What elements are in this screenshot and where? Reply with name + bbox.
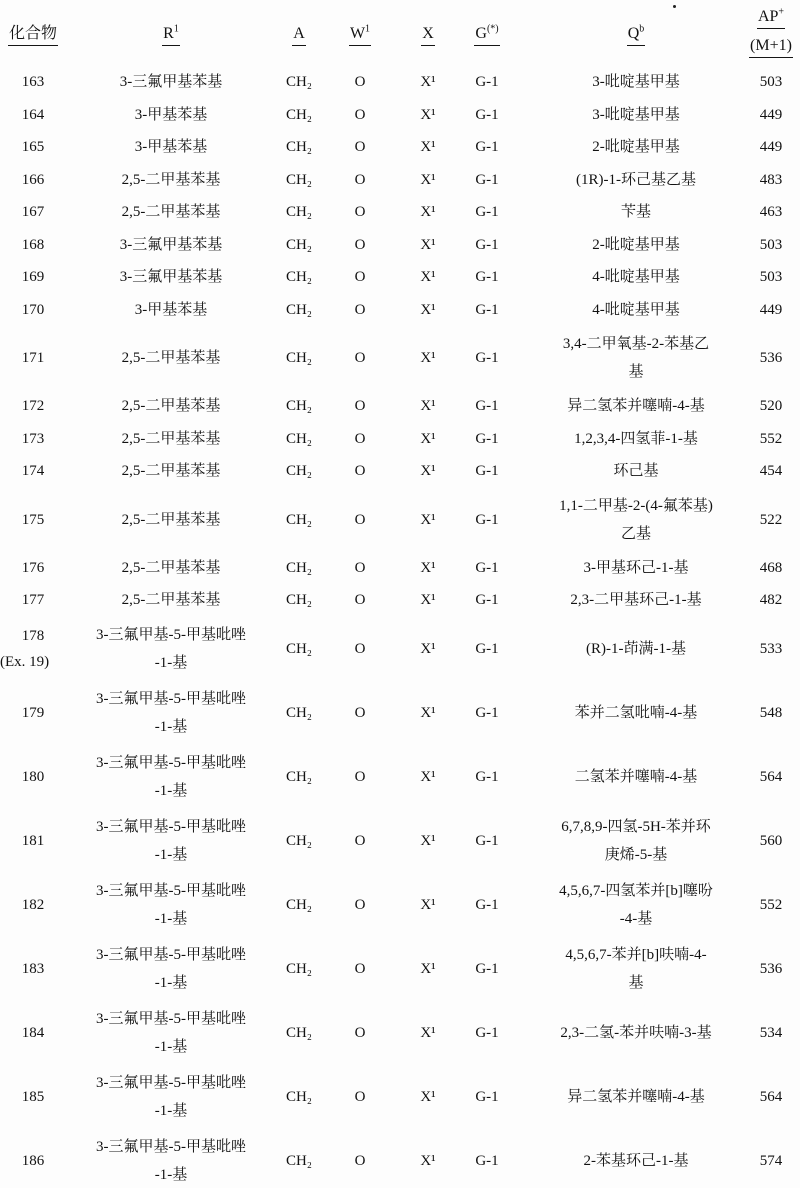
cell-g: G-1 (475, 1024, 499, 1041)
cell-r1: 2,5-二甲基苯基 (121, 204, 221, 221)
header-q-label: Q (627, 24, 640, 42)
cell-a: CH₂ (285, 301, 313, 318)
cell-g: G-1 (475, 768, 499, 785)
cell-x: X¹ (420, 350, 436, 366)
cell-x: X¹ (420, 592, 436, 609)
header-compound (0, 4, 66, 66)
cell-w1: O (354, 398, 366, 415)
cell-compound: 176 (21, 559, 45, 576)
cell-r1: 3-三氟甲基-5-甲基吡唑 -1-基 (96, 1074, 246, 1119)
cell-w1: O (354, 106, 366, 123)
cell-g: G-1 (475, 559, 499, 576)
table-row (0, 617, 800, 681)
cell-g: G-1 (475, 896, 499, 913)
header-w1 (322, 4, 398, 66)
cell-ap: 536 (759, 350, 783, 366)
cell-ap: 503 (759, 74, 783, 91)
cell-a: CH₂ (285, 74, 313, 91)
cell-q: 4-吡啶基甲基 (592, 269, 680, 286)
cell-g: G-1 (475, 592, 499, 609)
cell-w1: O (354, 301, 366, 318)
cell-r1: 3-三氟甲基-5-甲基吡唑 -1-基 (96, 754, 246, 799)
cell-a: CH₂ (285, 832, 313, 849)
cell-r1: 2,5-二甲基苯基 (121, 430, 221, 447)
cell-r1: 3-三氟甲基-5-甲基吡唑 -1-基 (96, 1138, 246, 1183)
header-g (458, 4, 516, 66)
cell-w1: O (354, 236, 366, 253)
cell-g: G-1 (475, 640, 499, 657)
cell-ap: 564 (759, 1088, 783, 1105)
cell-compound: 173 (21, 430, 45, 447)
cell-x: X¹ (420, 704, 436, 721)
header-x-label: X (422, 24, 434, 42)
cell-x: X¹ (420, 430, 436, 447)
cell-ap: 483 (759, 171, 783, 188)
compound-note: (Ex. 19) (0, 653, 50, 670)
table-header-row (0, 4, 800, 66)
cell-ap: 449 (759, 301, 783, 318)
cell-r1: 3-甲基苯基 (134, 301, 208, 318)
cell-compound: 174 (21, 463, 45, 480)
cell-w1: O (354, 171, 366, 188)
cell-compound: 183 (21, 960, 45, 977)
table-row (0, 873, 800, 937)
cell-ap: 522 (759, 511, 783, 528)
cell-x: X¹ (420, 960, 436, 977)
cell-g: G-1 (475, 960, 499, 977)
table-row (0, 681, 800, 745)
cell-x: X¹ (420, 463, 436, 480)
cell-w1: O (354, 896, 366, 913)
cell-g: G-1 (475, 171, 499, 188)
cell-r1: 3-甲基苯基 (134, 106, 208, 123)
cell-compound: 177 (21, 592, 45, 609)
cell-compound: 184 (21, 1024, 45, 1041)
cell-r1: 3-三氟甲基-5-甲基吡唑 -1-基 (96, 818, 246, 863)
cell-w1: O (354, 511, 366, 528)
cell-g: G-1 (475, 139, 499, 156)
cell-a: CH₂ (285, 704, 313, 721)
cell-g: G-1 (475, 1088, 499, 1105)
cell-x: X¹ (420, 1024, 436, 1041)
cell-x: X¹ (420, 768, 436, 785)
cell-ap: 552 (759, 430, 783, 447)
cell-a: CH₂ (285, 592, 313, 609)
cell-w1: O (354, 1088, 366, 1105)
cell-x: X¹ (420, 236, 436, 253)
cell-ap: 468 (759, 559, 783, 576)
header-q (516, 4, 742, 66)
cell-a: CH₂ (285, 139, 313, 156)
cell-g: G-1 (475, 236, 499, 253)
header-ap-superscript: + (778, 6, 785, 18)
cell-compound: 180 (21, 768, 45, 785)
table-row (0, 455, 800, 488)
cell-g: G-1 (475, 269, 499, 286)
cell-a: CH₂ (285, 511, 313, 528)
table-row (0, 229, 800, 262)
cell-ap: 454 (759, 463, 783, 480)
header-w1-superscript: 1 (365, 23, 371, 35)
header-compound-label: 化合物 (8, 24, 57, 42)
cell-q: 1,1-二甲基-2-(4-氟苯基) 乙基 (559, 497, 713, 542)
header-a (276, 4, 322, 66)
cell-ap: 534 (759, 1024, 783, 1041)
cell-compound: 179 (21, 704, 45, 721)
cell-w1: O (354, 269, 366, 286)
cell-w1: O (354, 430, 366, 447)
cell-ap: 536 (759, 960, 783, 977)
cell-x: X¹ (420, 74, 436, 91)
cell-w1: O (354, 350, 366, 366)
cell-q: 6,7,8,9-四氢-5H-苯并环 庚烯-5-基 (561, 818, 711, 863)
cell-x: X¹ (420, 559, 436, 576)
header-ap-line2: (M+1) (749, 37, 793, 58)
cell-q: 苯并二氢吡喃-4-基 (574, 704, 698, 721)
cell-g: G-1 (475, 463, 499, 480)
cell-q: 4,5,6,7-苯并[b]呋喃-4- 基 (565, 946, 707, 991)
table-row (0, 196, 800, 229)
cell-x: X¹ (420, 171, 436, 188)
cell-ap: 503 (759, 236, 783, 253)
cell-w1: O (354, 1024, 366, 1041)
cell-r1: 2,5-二甲基苯基 (121, 463, 221, 480)
cell-w1: O (354, 204, 366, 221)
cell-x: X¹ (420, 301, 436, 318)
cell-compound: 181 (21, 832, 45, 849)
cell-g: G-1 (475, 511, 499, 528)
cell-w1: O (354, 704, 366, 721)
table-row (0, 390, 800, 423)
cell-g: G-1 (475, 301, 499, 318)
cell-w1: O (354, 1152, 366, 1169)
table-row (0, 552, 800, 585)
cell-q: 环己基 (613, 463, 659, 480)
cell-q: 4,5,6,7-四氢苯并[b]噻吩 -4-基 (559, 882, 713, 927)
cell-w1: O (354, 139, 366, 156)
cell-x: X¹ (420, 106, 436, 123)
cell-ap: 449 (759, 139, 783, 156)
header-r1-label: R (163, 24, 174, 42)
cell-w1: O (354, 768, 366, 785)
cell-compound: 170 (21, 301, 45, 318)
cell-r1: 2,5-二甲基苯基 (121, 171, 221, 188)
cell-compound: 168 (21, 236, 45, 253)
cell-q: 苄基 (620, 204, 651, 221)
cell-q: 3-吡啶基甲基 (592, 106, 680, 123)
cell-compound: 166 (21, 171, 45, 188)
cell-w1: O (354, 832, 366, 849)
table-row (0, 261, 800, 294)
cell-q: (1R)-1-环己基乙基 (576, 171, 696, 188)
cell-compound (0, 617, 66, 681)
cell-a: CH₂ (285, 171, 313, 188)
table-row (0, 423, 800, 456)
cell-x: X¹ (420, 832, 436, 849)
cell-ap: 574 (759, 1152, 783, 1169)
table-row (0, 1001, 800, 1065)
cell-x: X¹ (420, 204, 436, 221)
cell-compound: 165 (21, 139, 45, 156)
cell-q: 1,2,3,4-四氢菲-1-基 (574, 430, 698, 447)
cell-w1: O (354, 559, 366, 576)
cell-r1: 3-三氟甲基苯基 (119, 236, 223, 253)
table-row (0, 164, 800, 197)
cell-a: CH₂ (285, 269, 313, 286)
cell-g: G-1 (475, 350, 499, 366)
table-row (0, 488, 800, 552)
cell-compound: 175 (21, 511, 45, 528)
cell-x: X¹ (420, 1088, 436, 1105)
cell-r1: 2,5-二甲基苯基 (121, 350, 221, 366)
cell-a: CH₂ (285, 768, 313, 785)
cell-a: CH₂ (285, 463, 313, 480)
cell-a: CH₂ (285, 1024, 313, 1041)
header-w1-label: W (349, 24, 366, 42)
table-row (0, 937, 800, 1001)
header-a-label: A (293, 24, 305, 42)
cell-g: G-1 (475, 1152, 499, 1169)
table-row (0, 326, 800, 390)
cell-compound: 167 (21, 204, 45, 221)
cell-w1: O (354, 74, 366, 91)
cell-w1: O (354, 640, 366, 657)
cell-q: 4-吡啶基甲基 (592, 301, 680, 318)
cell-r1: 3-三氟甲基-5-甲基吡唑 -1-基 (96, 690, 246, 735)
table-row (0, 99, 800, 132)
cell-r1: 2,5-二甲基苯基 (121, 592, 221, 609)
cell-q: 异二氢苯并噻喃-4-基 (567, 398, 705, 415)
cell-q: 2,3-二氢-苯并呋喃-3-基 (560, 1024, 712, 1041)
cell-compound: 185 (21, 1088, 45, 1105)
header-ap-label: AP (757, 8, 779, 25)
cell-q: 2-吡啶基甲基 (592, 139, 680, 156)
table-row (0, 1129, 800, 1188)
header-q-superscript: b (639, 23, 645, 35)
cell-a: CH₂ (285, 204, 313, 221)
cell-compound: 172 (21, 398, 45, 415)
header-g-superscript: (*) (486, 23, 499, 35)
cell-r1: 3-三氟甲基-5-甲基吡唑 -1-基 (96, 882, 246, 927)
header-ap (742, 4, 800, 66)
cell-ap: 552 (759, 896, 783, 913)
cell-ap: 548 (759, 704, 783, 721)
cell-q: 2-苯基环己-1-基 (583, 1152, 689, 1169)
cell-g: G-1 (475, 398, 499, 415)
header-r1-superscript: 1 (173, 23, 179, 35)
cell-a: CH₂ (285, 1088, 313, 1105)
cell-ap: 520 (759, 398, 783, 415)
cell-a: CH₂ (285, 960, 313, 977)
cell-q: 2,3-二甲基环己-1-基 (570, 592, 702, 609)
cell-a: CH₂ (285, 350, 313, 366)
header-g-label: G (475, 24, 487, 42)
cell-x: X¹ (420, 511, 436, 528)
cell-g: G-1 (475, 74, 499, 91)
cell-ap: 449 (759, 106, 783, 123)
table-row (0, 66, 800, 99)
cell-q: 2-吡啶基甲基 (592, 236, 680, 253)
table-row (0, 1065, 800, 1129)
cell-q: 3-吡啶基甲基 (592, 74, 680, 91)
cell-q: 3,4-二甲氧基-2-苯基乙 基 (562, 336, 710, 380)
cell-r1: 2,5-二甲基苯基 (121, 511, 221, 528)
header-r1 (66, 4, 276, 66)
cell-compound: 169 (21, 269, 45, 286)
cell-a: CH₂ (285, 106, 313, 123)
cell-r1: 3-甲基苯基 (134, 139, 208, 156)
cell-a: CH₂ (285, 398, 313, 415)
cell-x: X¹ (420, 269, 436, 286)
cell-q: (R)-1-茚满-1-基 (586, 640, 686, 657)
cell-compound: 163 (21, 74, 45, 91)
compound-number: 178 (21, 627, 45, 644)
cell-ap: 503 (759, 269, 783, 286)
cell-x: X¹ (420, 896, 436, 913)
table-row (0, 745, 800, 809)
cell-x: X¹ (420, 139, 436, 156)
cell-r1: 3-三氟甲基-5-甲基吡唑 -1-基 (96, 946, 246, 991)
cell-a: CH₂ (285, 236, 313, 253)
cell-a: CH₂ (285, 640, 313, 657)
cell-r1: 3-三氟甲基苯基 (119, 74, 223, 91)
cell-a: CH₂ (285, 559, 313, 576)
cell-a: CH₂ (285, 430, 313, 447)
cell-q: 3-甲基环己-1-基 (583, 559, 689, 576)
cell-ap: 463 (759, 204, 783, 221)
cell-ap: 564 (759, 768, 783, 785)
table-row (0, 809, 800, 873)
cell-q: 二氢苯并噻喃-4-基 (574, 768, 698, 785)
cell-compound: 164 (21, 106, 45, 123)
cell-g: G-1 (475, 832, 499, 849)
cell-r1: 2,5-二甲基苯基 (121, 559, 221, 576)
cell-r1: 3-三氟甲基-5-甲基吡唑 -1-基 (96, 626, 246, 671)
cell-x: X¹ (420, 1152, 436, 1169)
cell-q: 异二氢苯并噻喃-4-基 (567, 1088, 705, 1105)
cell-r1: 3-三氟甲基苯基 (119, 269, 223, 286)
cell-g: G-1 (475, 106, 499, 123)
cell-g: G-1 (475, 704, 499, 721)
header-x (398, 4, 458, 66)
cell-compound: 182 (21, 896, 45, 913)
cell-w1: O (354, 463, 366, 480)
cell-ap: 560 (759, 832, 783, 849)
cell-ap: 482 (759, 592, 783, 609)
cell-a: CH₂ (285, 896, 313, 913)
cell-r1: 3-三氟甲基-5-甲基吡唑 -1-基 (96, 1010, 246, 1055)
cell-compound: 186 (21, 1152, 45, 1169)
cell-w1: O (354, 592, 366, 609)
table-row (0, 131, 800, 164)
cell-compound: 171 (21, 350, 45, 366)
cell-ap: 533 (759, 640, 783, 657)
cell-r1: 2,5-二甲基苯基 (121, 398, 221, 415)
cell-g: G-1 (475, 430, 499, 447)
cell-x: X¹ (420, 398, 436, 415)
cell-a: CH₂ (285, 1152, 313, 1169)
table-row (0, 294, 800, 327)
cell-w1: O (354, 960, 366, 977)
cell-g: G-1 (475, 204, 499, 221)
table-row (0, 584, 800, 617)
cell-x: X¹ (420, 640, 436, 657)
